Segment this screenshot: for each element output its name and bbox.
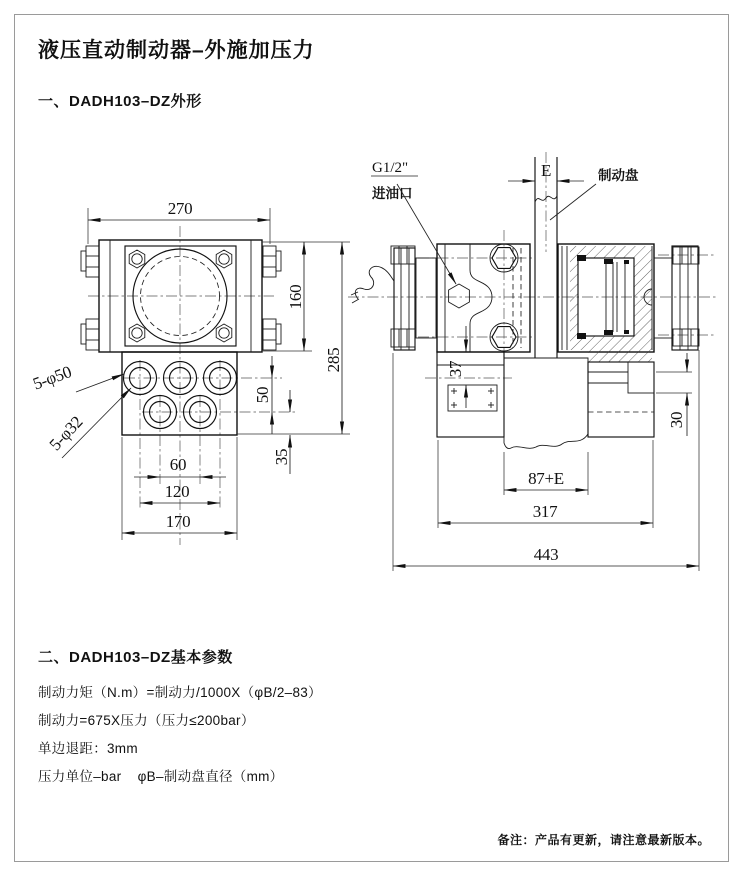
dim-87E: 87+E bbox=[528, 469, 564, 488]
front-view bbox=[30, 199, 350, 545]
brake-disc-label: 制动盘 bbox=[598, 168, 639, 183]
dim-270: 270 bbox=[167, 199, 193, 218]
dim-443: 443 bbox=[533, 545, 559, 564]
dim-35: 35 bbox=[272, 448, 291, 466]
param-retraction: 单边退距：3mm bbox=[38, 741, 138, 756]
page-title: 液压直动制动器–外施加压力 bbox=[38, 39, 315, 62]
dim-120: 120 bbox=[164, 482, 190, 501]
param-force-formula: 制动力=675X压力（压力≤200bar） bbox=[38, 713, 255, 728]
dim-50: 50 bbox=[253, 386, 272, 404]
label-bore: 5-φ32 bbox=[45, 412, 87, 455]
right-flange-bolts bbox=[673, 247, 699, 346]
left-flange-bolts bbox=[391, 246, 415, 347]
right-leg bbox=[588, 362, 654, 437]
footer-note: 备注：产品有更新，请注意最新版本。 bbox=[497, 833, 710, 847]
dim-37: 37 bbox=[446, 360, 465, 378]
right-spring bbox=[654, 258, 672, 338]
section2-heading: 二、DADH103–DZ基本参数 bbox=[38, 649, 233, 666]
parameters-block bbox=[38, 684, 322, 796]
dim-170: 170 bbox=[165, 512, 191, 531]
left-spring bbox=[416, 258, 436, 338]
section-extension-lines bbox=[393, 350, 699, 571]
oil-inlet-label: 进油口 bbox=[372, 186, 413, 201]
label-counterbore: 5-φ50 bbox=[30, 362, 74, 394]
dim-E: E bbox=[540, 161, 552, 180]
dim-60: 60 bbox=[169, 455, 187, 474]
oil-port-hex bbox=[449, 284, 470, 308]
param-units: 压力单位–bar φB–制动盘直径（mm） bbox=[38, 769, 284, 784]
disc-hub bbox=[504, 358, 588, 449]
param-torque-formula: 制动力矩（N.m）=制动力/1000X（φB/2–83） bbox=[38, 685, 322, 700]
bleed-cable bbox=[351, 266, 394, 303]
dim-30: 30 bbox=[667, 411, 686, 429]
port-thread-label: G1/2" bbox=[372, 160, 409, 176]
dim-317: 317 bbox=[532, 502, 558, 521]
section-view bbox=[348, 152, 718, 571]
section1-heading: 一、DADH103–DZ外形 bbox=[38, 93, 202, 110]
dim-160: 160 bbox=[286, 284, 305, 310]
dim-285: 285 bbox=[324, 347, 343, 373]
